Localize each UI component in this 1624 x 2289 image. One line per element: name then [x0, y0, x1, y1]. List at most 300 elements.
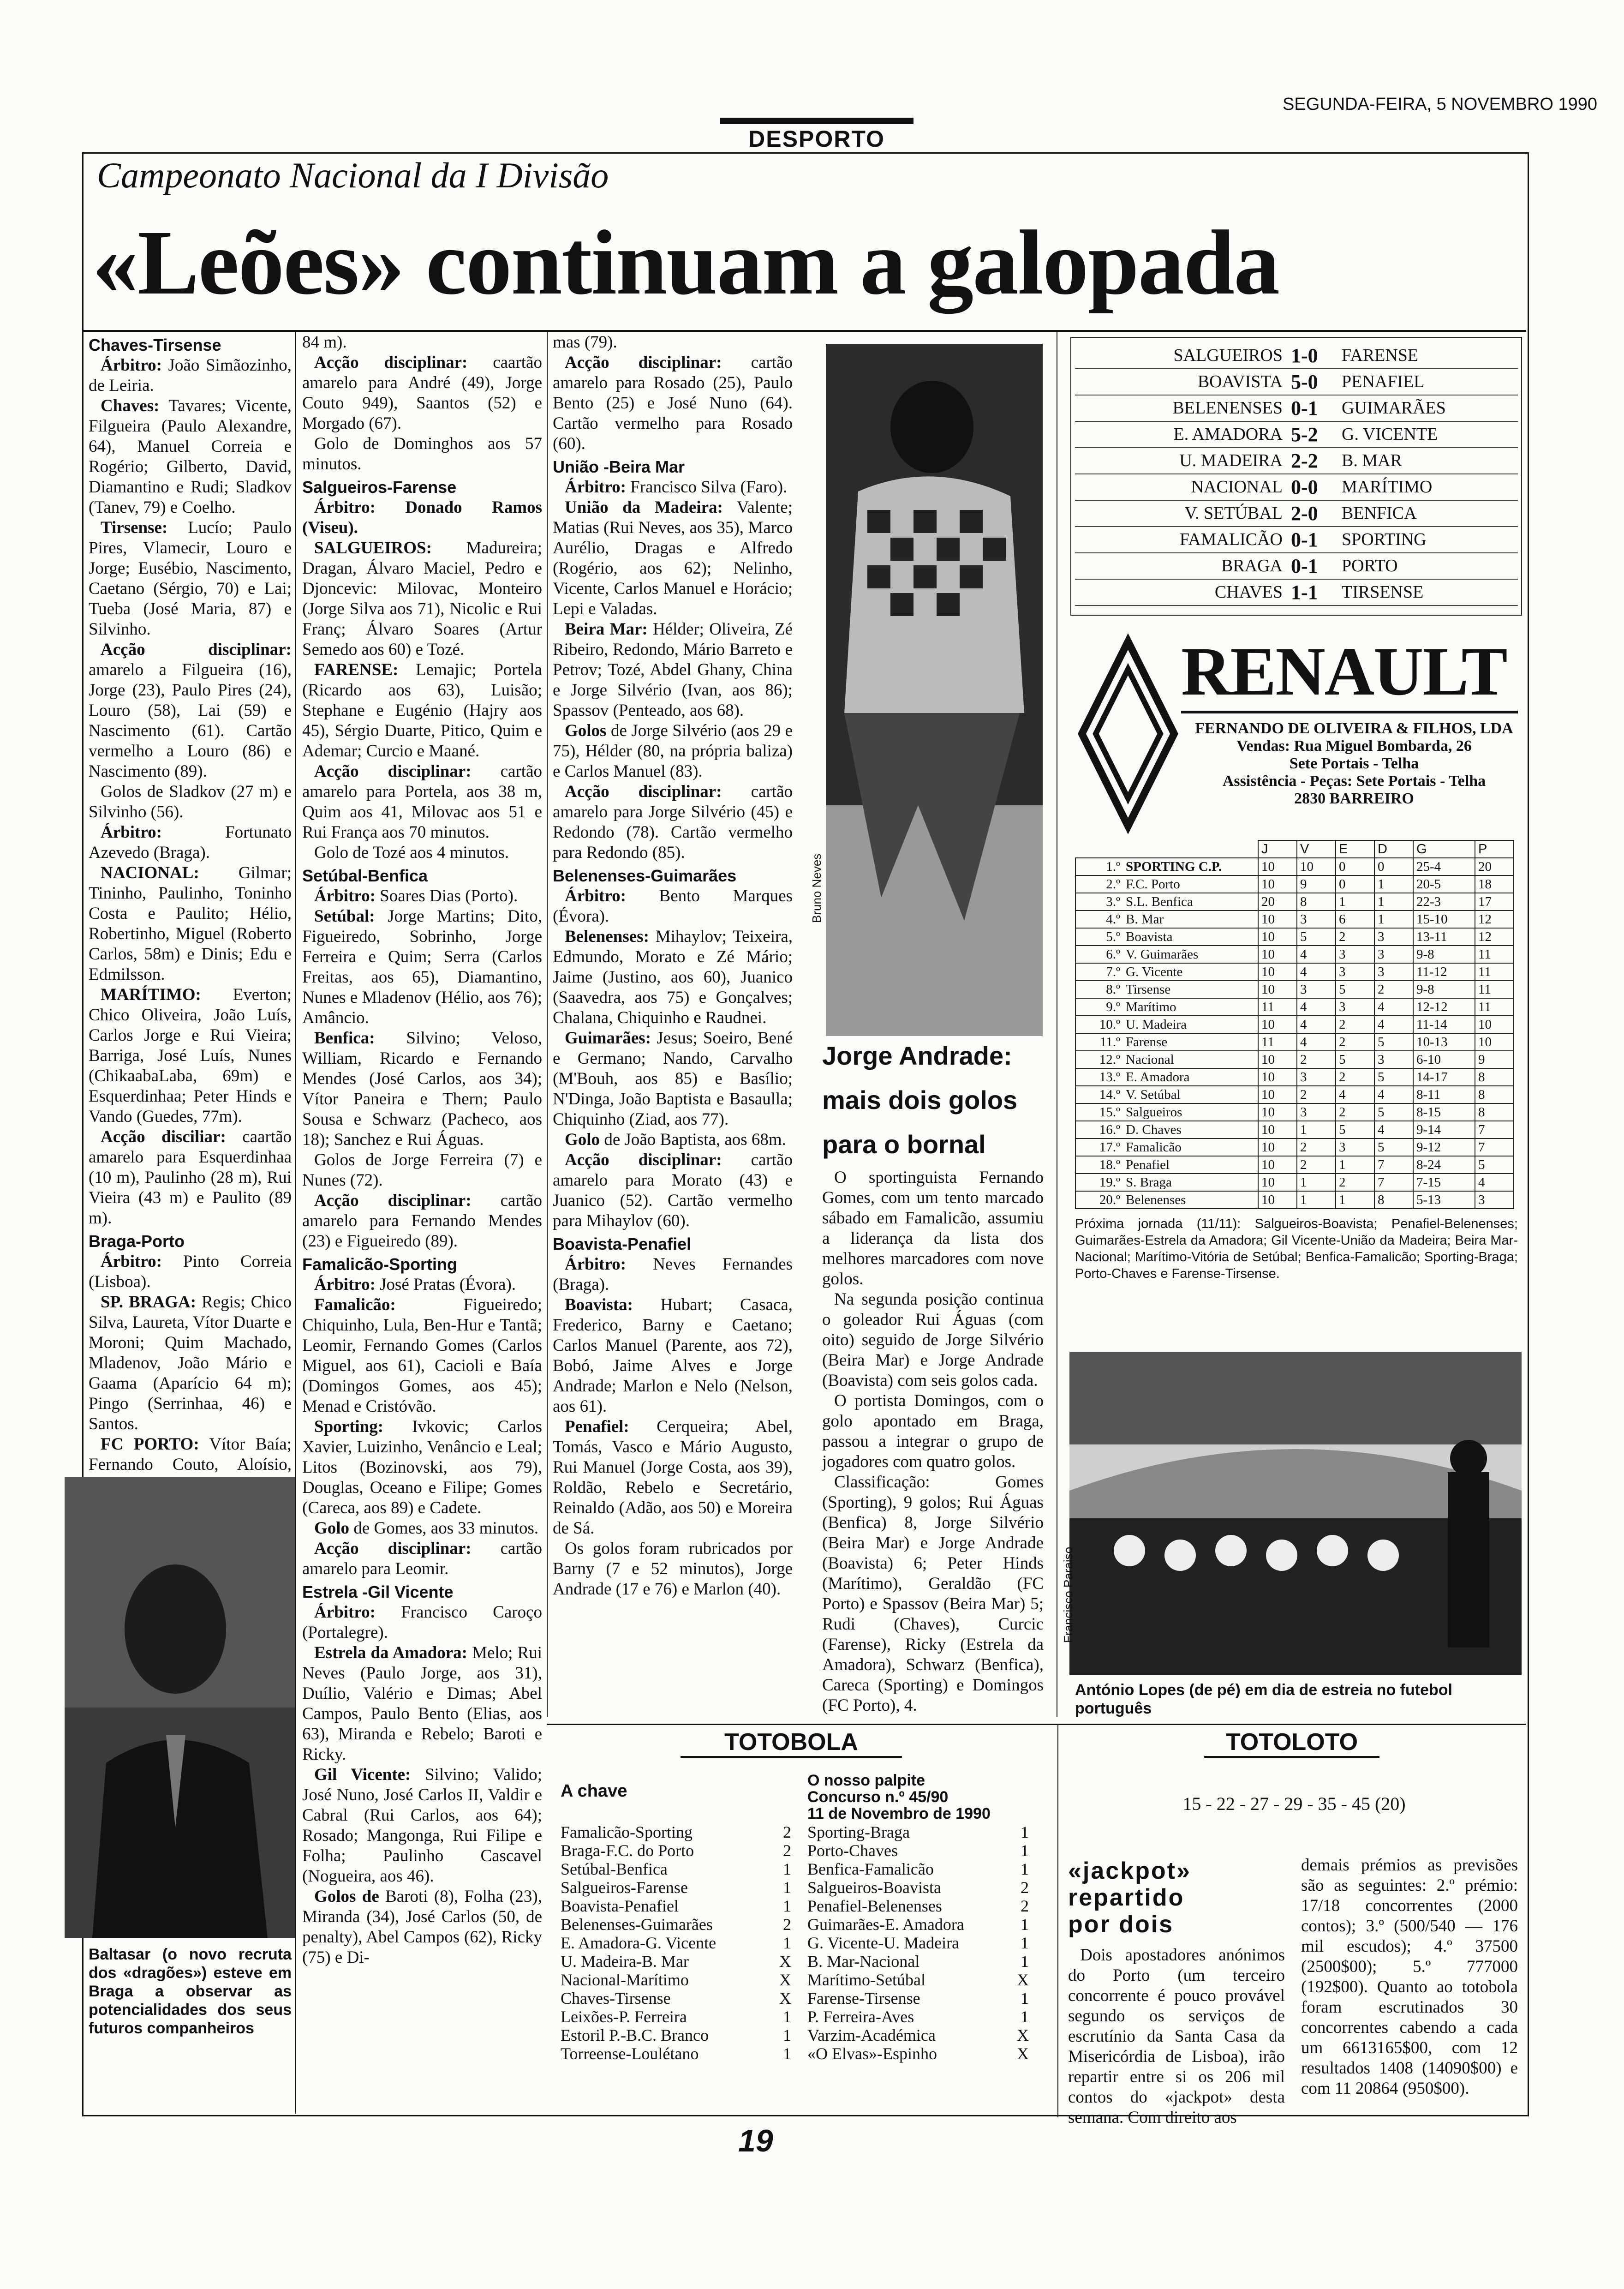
standings-team: S. Braga: [1123, 1174, 1258, 1191]
standings-cell: 5: [1374, 1033, 1413, 1051]
standings-cell: 4: [1475, 1174, 1514, 1191]
totobola-pick: X: [779, 1952, 791, 1971]
totoloto-subhead-line-3: por dois: [1068, 1911, 1174, 1938]
standings-cell: 11: [1475, 963, 1514, 981]
standings-cell: 4: [1374, 1086, 1413, 1103]
standings-row: [1075, 1103, 1514, 1121]
standings-cell: 9-8: [1413, 946, 1475, 963]
totobola-game: Salgueiros-Boavista: [807, 1878, 941, 1897]
standings-cell: 0: [1336, 858, 1374, 875]
result-score: 1-1: [1291, 581, 1318, 604]
totobola-line: [807, 1934, 1029, 1952]
standings-row: [1075, 998, 1514, 1016]
standings-cell: 10: [1258, 1191, 1297, 1209]
feature-body: O sportinguista Fernando Gomes, com um tento marcado sábado em Famalicão, assumiu a liderança da lista dos melhores marcadores com nove golos. Na segunda posição continua o goleador Rui Águas (com oito) seguido de Jorge Silvério (Beira Mar) e Jorge Andrade (Boavista) com seis golos cada. O portista Domingos, com o golo apontado em Braga, passou a integrar o grupo de jogadores com quatro golos. Classificação: Gomes (Sporting), 9 golos; Rui Águas (Benfica) 8, Jorge Silvério (Beira Mar) e Jorge Andrade (Boavista) 6; Peter Hinds (Marítimo), Geraldão (FC Porto) e Spassov (Beira Mar) 5; Rudi (Chaves), Curcic (Farense), Ricky (Estrela da Amadora), Schwarz (Benfica), Careca (Sporting) e Domingos (FC Porto), 4.: [822, 1168, 1044, 1715]
portrait-photo: [65, 1477, 295, 1938]
standings-cell: 9: [1297, 875, 1336, 893]
totobola-pick: X: [779, 1971, 791, 1989]
standings-cell: 2: [1336, 928, 1374, 946]
result-home: CHAVES: [1214, 582, 1283, 602]
totobola-pick: 1: [1021, 1989, 1029, 2007]
totobola-box: [551, 1728, 1031, 2097]
totobola-line: [561, 1971, 791, 1989]
standings-row: [1075, 1068, 1514, 1086]
standings-team: F.C. Porto: [1123, 875, 1258, 893]
standings-header-blank: [1075, 840, 1258, 858]
standings-cell: 10: [1475, 1016, 1514, 1033]
standings-team: Nacional: [1123, 1051, 1258, 1068]
standings-cell: 5-13: [1413, 1191, 1475, 1209]
standings-row: [1075, 1051, 1514, 1068]
standings-team: Marítimo: [1123, 998, 1258, 1016]
standings-cell: 12: [1475, 911, 1514, 928]
totobola-game: Porto-Chaves: [807, 1841, 898, 1860]
standings-team: U. Madeira: [1123, 1016, 1258, 1033]
col-rule-5: [1057, 1725, 1058, 2117]
dealer-name: FERNANDO DE OLIVEIRA & FILHOS, LDA: [1195, 720, 1513, 737]
totobola-game: Varzim-Académica: [807, 2026, 936, 2044]
standings-cell: 1: [1336, 893, 1374, 911]
main-headline: «Leões» continuam a galopada: [92, 212, 1279, 314]
standings-cell: 10: [1258, 1156, 1297, 1174]
totobola-line: [807, 1915, 1029, 1934]
totoloto-title: TOTOLOTO: [1204, 1728, 1379, 1758]
result-home: FAMALICÃO: [1179, 530, 1283, 549]
standings-cell: 9: [1475, 1051, 1514, 1068]
totobola-game: Setúbal-Benfica: [561, 1860, 668, 1878]
result-away: FARENSE: [1342, 346, 1419, 365]
standings-cell: 1: [1297, 1174, 1336, 1191]
bottom-rule: [547, 1724, 1526, 1725]
jorge-andrade-image: [826, 344, 1043, 1036]
renault-ad: [1075, 632, 1518, 835]
totobola-pick: X: [1017, 2026, 1029, 2044]
totobola-pick: 1: [783, 1897, 791, 1915]
standings-cell: 3: [1374, 963, 1413, 981]
standings-cell: 8-24: [1413, 1156, 1475, 1174]
standings-cell: 12-12: [1413, 998, 1475, 1016]
standings-cell: 4: [1336, 1086, 1374, 1103]
totobola-game: B. Mar-Nacional: [807, 1952, 920, 1971]
standings-cell: 2: [1374, 981, 1413, 998]
standings-cell: 17.º: [1075, 1139, 1123, 1156]
standings-cell: 1: [1374, 875, 1413, 893]
result-score: 2-0: [1291, 502, 1318, 525]
feature-headline-line-1: Jorge Andrade:: [822, 1041, 1012, 1070]
standings-header-cell: D: [1374, 840, 1413, 858]
palpite-contest: Concurso n.º 45/90: [807, 1788, 949, 1806]
totobola-line: [807, 2044, 1029, 2063]
feature-photo: [826, 344, 1043, 1036]
standings-cell: 7: [1374, 1156, 1413, 1174]
standings-header-cell: J: [1258, 840, 1297, 858]
standings-cell: 10: [1258, 1051, 1297, 1068]
palpite-date: 11 de Novembro de 1990: [807, 1805, 991, 1822]
totobola-pick: 2: [1021, 1897, 1029, 1915]
standings-cell: 16.º: [1075, 1121, 1123, 1139]
standings-cell: 3: [1374, 1051, 1413, 1068]
result-away: G. VICENTE: [1342, 425, 1438, 444]
standings-row: [1075, 1016, 1514, 1033]
totobola-pick: 2: [783, 1915, 791, 1934]
standings-cell: 10: [1258, 946, 1297, 963]
result-home: NACIONAL: [1191, 477, 1283, 497]
standings-cell: 4: [1374, 998, 1413, 1016]
standings-row: [1075, 963, 1514, 981]
standings-cell: 3.º: [1075, 893, 1123, 911]
standings-cell: 10: [1258, 928, 1297, 946]
feature-photo-credit: Bruno Neves: [810, 853, 824, 923]
standings-cell: 5: [1297, 928, 1336, 946]
standings-cell: 2: [1297, 1086, 1336, 1103]
totobola-pick: 1: [1021, 2007, 1029, 2026]
result-row: [1075, 500, 1518, 527]
standings-cell: 0: [1374, 858, 1413, 875]
standings-cell: 2: [1336, 1103, 1374, 1121]
next-round: Próxima jornada (11/11): Salgueiros-Boavista; Penafiel-Belenenses; Guimarães-Estrela da Amadora; Gil Vicente-União da Madeira; Beira Mar-Nacional; Marítimo-Vitória de Setúbal; Benfica-Famalicão; Sporting-Braga; Porto-Chaves e Farense-Tirsense.: [1075, 1216, 1518, 1281]
totobola-line: [561, 2044, 791, 2063]
standings-cell: 9-14: [1413, 1121, 1475, 1139]
standings-team: V. Setúbal: [1123, 1086, 1258, 1103]
standings-team: Belenenses: [1123, 1191, 1258, 1209]
standings-cell: 3: [1336, 963, 1374, 981]
standings-header-cell: P: [1475, 840, 1514, 858]
standings-cell: 11-12: [1413, 963, 1475, 981]
result-row: [1075, 448, 1518, 474]
standings-cell: 2: [1336, 1174, 1374, 1191]
totobola-pick: 2: [1021, 1878, 1029, 1897]
standings-cell: 20: [1258, 893, 1297, 911]
bench-photo: [1069, 1352, 1522, 1675]
standings-team: Salgueiros: [1123, 1103, 1258, 1121]
standings-cell: 5.º: [1075, 928, 1123, 946]
standings-header-cell: G: [1413, 840, 1475, 858]
standings-cell: 8: [1297, 893, 1336, 911]
totobola-game: Braga-F.C. do Porto: [561, 1841, 694, 1860]
totobola-game: Salgueiros-Farense: [561, 1878, 688, 1897]
result-away: GUIMARÃES: [1342, 398, 1446, 418]
standings-cell: 3: [1297, 1103, 1336, 1121]
result-home: BRAGA: [1221, 556, 1283, 575]
standings-cell: 25-4: [1413, 858, 1475, 875]
standings-cell: 18.º: [1075, 1156, 1123, 1174]
totobola-game: E. Amadora-G. Vicente: [561, 1934, 716, 1952]
result-row: [1075, 421, 1518, 448]
totobola-pick: 1: [1021, 1952, 1029, 1971]
result-score: 0-1: [1291, 554, 1318, 577]
standings-cell: 0: [1336, 875, 1374, 893]
standings-team: Famalicão: [1123, 1139, 1258, 1156]
standings-cell: 8-15: [1413, 1103, 1475, 1121]
standings-table: [1075, 840, 1514, 1209]
standings-cell: 15-10: [1413, 911, 1475, 928]
standings-cell: 20: [1475, 858, 1514, 875]
totobola-line: [561, 2007, 791, 2026]
result-home: E. AMADORA: [1173, 425, 1283, 444]
result-row: [1075, 369, 1518, 395]
standings-cell: 3: [1297, 1068, 1336, 1086]
totobola-line: [561, 1989, 791, 2007]
standings-cell: 5: [1336, 1121, 1374, 1139]
totobola-line: [807, 1823, 1029, 1841]
dealer-city: 2830 BARREIRO: [1294, 790, 1414, 807]
totobola-line: [807, 1952, 1029, 1971]
standings-cell: 10: [1297, 858, 1336, 875]
standings-cell: 1: [1336, 1191, 1374, 1209]
standings-cell: 1: [1336, 1156, 1374, 1174]
standings-cell: 3: [1336, 946, 1374, 963]
standings-cell: 8-11: [1413, 1086, 1475, 1103]
totobola-key-title: A chave: [561, 1781, 627, 1801]
totobola-pick: 1: [1021, 1860, 1029, 1878]
standings-header-cell: V: [1297, 840, 1336, 858]
result-home: BELENENSES: [1172, 398, 1283, 418]
renault-dealer: [1188, 720, 1520, 808]
kicker: Campeonato Nacional da I Divisão: [97, 155, 609, 195]
totobola-line: [807, 1897, 1029, 1915]
standings-team: V. Guimarães: [1123, 946, 1258, 963]
standings-cell: 6-10: [1413, 1051, 1475, 1068]
totobola-game: P. Ferreira-Aves: [807, 2007, 914, 2026]
totobola-game: Farense-Tirsense: [807, 1989, 920, 2007]
standings-cell: 4: [1297, 946, 1336, 963]
standings-cell: 19.º: [1075, 1174, 1123, 1191]
standings-cell: 1: [1297, 1121, 1336, 1139]
totobola-pick: 1: [783, 2044, 791, 2063]
standings-row: [1075, 1033, 1514, 1051]
totobola-pick: X: [1017, 2044, 1029, 2063]
totoloto-body-right: demais prémios as previsões são as seguintes: 2.º prémio: 17/18 concorrentes (2000 contos); 3.º (500/540 — 176 mil escudos); 4.º 37500 (2500$00); 5.º 777000 (192$00). Quanto ao totobola foram escrutinados 30 concorrentes cabendo a cada um 6613165$00, com 12 resultados 1408 (14090$00) e com 11 20864 (950$00).: [1301, 1856, 1518, 2098]
standings-cell: 3: [1475, 1191, 1514, 1209]
totobola-pick: 1: [1021, 1934, 1029, 1952]
standings-team: Boavista: [1123, 928, 1258, 946]
standings-cell: 10: [1258, 1174, 1297, 1191]
standings-team: Tirsense: [1123, 981, 1258, 998]
totobola-game: Penafiel-Belenenses: [807, 1897, 942, 1915]
dealer-sales: Vendas: Rua Miguel Bombarda, 26: [1236, 737, 1472, 755]
portrait-caption: Baltasar (o novo recruta dos «dragões») esteve em Braga a observar as potencialidades dos seus futuros companheiros: [89, 1946, 292, 2037]
totobola-pick: 1: [783, 1878, 791, 1897]
standings-cell: 1: [1374, 911, 1413, 928]
standings-cell: 2.º: [1075, 875, 1123, 893]
standings-cell: 4: [1297, 1033, 1336, 1051]
totobola-pick: X: [779, 1989, 791, 2007]
result-score: 0-1: [1291, 396, 1318, 419]
result-away: MARÍTIMO: [1342, 477, 1433, 497]
totobola-line: [561, 1878, 791, 1897]
totobola-game: Estoril P.-B.C. Branco: [561, 2026, 709, 2044]
standings-team: E. Amadora: [1123, 1068, 1258, 1086]
totobola-key-list: [561, 1823, 791, 2063]
standings-cell: 11-14: [1413, 1016, 1475, 1033]
totobola-game: Nacional-Marítimo: [561, 1971, 689, 1989]
standings-cell: 12: [1475, 928, 1514, 946]
standings-header-cell: E: [1336, 840, 1374, 858]
standings-cell: 10: [1258, 1139, 1297, 1156]
totobola-pick: 1: [783, 1860, 791, 1878]
standings-cell: 11: [1475, 998, 1514, 1016]
result-row: [1075, 553, 1518, 580]
standings-cell: 20.º: [1075, 1191, 1123, 1209]
standings-team: D. Chaves: [1123, 1121, 1258, 1139]
standings-cell: 18: [1475, 875, 1514, 893]
standings-cell: 10: [1475, 1033, 1514, 1051]
totoloto-box: [1066, 1728, 1522, 2127]
totobola-game: U. Madeira-B. Mar: [561, 1952, 689, 1971]
standings-cell: 4: [1297, 1016, 1336, 1033]
renault-diamond-logo: [1075, 632, 1181, 835]
standings-cell: 10: [1258, 858, 1297, 875]
totobola-game: Leixões-P. Ferreira: [561, 2007, 687, 2026]
standings-cell: 15.º: [1075, 1103, 1123, 1121]
totobola-pick: 1: [1021, 1915, 1029, 1934]
totoloto-subhead-line-2: repartido: [1068, 1884, 1185, 1911]
standings-cell: 22-3: [1413, 893, 1475, 911]
standings-cell: 3: [1297, 981, 1336, 998]
standings-cell: 4: [1297, 998, 1336, 1016]
totobola-game: Chaves-Tirsense: [561, 1989, 671, 2007]
standings-cell: 9.º: [1075, 998, 1123, 1016]
totobola-pick: 2: [783, 1823, 791, 1841]
standings-block: [1075, 840, 1518, 1282]
totobola-game: Benfica-Famalicão: [807, 1860, 934, 1878]
palpite-title: O nosso palpite: [807, 1772, 925, 1789]
standings-cell: 4: [1297, 963, 1336, 981]
portrait-image: [65, 1477, 295, 1938]
totoloto-subhead: [1068, 1858, 1285, 1938]
result-away: PORTO: [1342, 556, 1398, 575]
standings-cell: 10: [1258, 981, 1297, 998]
section-label: DESPORTO: [748, 126, 885, 152]
standings-team: Penafiel: [1123, 1156, 1258, 1174]
result-row: [1075, 395, 1518, 422]
standings-cell: 2: [1336, 1068, 1374, 1086]
totobola-line: [561, 1897, 791, 1915]
totobola-game: Famalicão-Sporting: [561, 1823, 693, 1841]
totobola-pick: 1: [1021, 1823, 1029, 1841]
standings-cell: 2: [1336, 1033, 1374, 1051]
result-home: U. MADEIRA: [1179, 451, 1283, 470]
match-reports-col-3: mas (79). Acção disciplinar: cartão amarelo para Rosado (25), Paulo Bento (25) e José Nuno (64). Cartão vermelho para Rosado (60). União -Beira Mar Árbitro: Francisco Silva (Faro). União da Madeira: Valente; Matias (Rui Neves, aos 35), Marco Aurélio, Dragas e Alfredo (Rogério, aos 62); Nelinho, Vicente, Carlos Manuel e Horácio; Lepi e Valadas. Beira Mar: Hélder; Oliveira, Zé Ribeiro, Redondo, Mário Barreto e Petrov; Tozé, Abdel Ghany, China e Jorge Silvério (Ivan, aos 86); Spassov (Penteado, aos 68). Golos de Jorge Silvério (aos 29 e 75), Hélder (80, na própria baliza) e Carlos Manuel (83). Acção disciplinar: cartão amarelo para Jorge Silvério (45) e Redondo (78). Cartão vermelho para Redondo (85). Belenenses-Guimarães Árbitro: Bento Marques (Évora). Belenenses: Mihaylov; Teixeira, Edmundo, Morato e Zé Mário; Jaime (Justino, aos 60), Juanico (Saavedra, aos 75) e Gonçalves; Chalana, Chiquinho e Raudnei. Guimarães: Jesus; Soeiro, Bené e Germano; Nando, Carvalho (M'Bouh, aos 85) e Basílio; N'Dinga, João Baptista e Basaulla; Chiquinho (Ziad, aos 77). Golo de João Baptista, aos 68m. Acção disciplinar: cartão amarelo para Morato (43) e Juanico (52). Cartão vermelho para Mihaylov (60). Boavista-Penafiel Árbitro: Neves Fernandes (Braga). Boavista: Hubart; Casaca, Frederico, Barny e Caetano; Carlos Manuel (Parente, aos 72), Bobó, Jaime Alves e Jorge Andrade; Marlon e Nelo (Nelson, aos 61). Penafiel: Cerqueira; Abel, Tomás, Vasco e Mário Augusto, Rui Manuel (Jorge Costa, aos 39), Roldão, Rebelo e Secretário, Reinaldo (Adão, aos 50) e Moreira de Sá. Os golos foram rubricados por Barny (7 e 52 minutos), Jorge Andrade (17 e 76) e Marlon (40).: [553, 333, 793, 1599]
standings-cell: 7-15: [1413, 1174, 1475, 1191]
match-reports-col-2: 84 m). Acção disciplinar: caartão amarelo para André (49), Jorge Couto 949), Saantos (52) e Morgado (67). Golo de Dominghos aos 57 minutos. Salgueiros-Farense Árbitro: Donado Ramos (Viseu). SALGUEIROS: Madureira; Dragan, Álvaro Maciel, Pedro e Djoncevic: Milovac, Monteiro (Jorge Silva aos 71), Nicolic e Rui Franç; Álvaro Soares (Artur Semedo aos 60) e Tozé. FARENSE: Lemajic; Portela (Ricardo aos 63), Luisão; Stephane e Eugénio (Hajry aos 45), Sérgio Duarte, Pitico, Quim e Ademar; Curcio e Maané. Acção disciplinar: cartão amarelo para Portela, aos 38 m, Quim aos 41, Milovac aos 51 e Rui França aos 70 minutos. Golo de Tozé aos 4 minutos. Setúbal-Benfica Árbitro: Soares Dias (Porto). Setúbal: Jorge Martins; Dito, Figueiredo, Sobrinho, Jorge Ferreira e Quim; Serra (Carlos Freitas, aos 65), Diamantino, Nunes e Mladenov (Hélio, aos 76); Amâncio. Benfica: Silvino; Veloso, William, Ricardo e Fernando Mendes (José Carlos, aos 34); Vítor Paneira e Thern; Paulo Sousa e Schwarz (Pacheco, aos 18); Sanchez e Rui Águas. Golos de Jorge Ferreira (7) e Nunes (72). Acção disciplinar: cartão amarelo para Fernando Mendes (23) e Figueiredo (89). Famalicão-Sporting Árbitro: José Pratas (Évora). Famalicão: Figueiredo; Chiquinho, Lula, Ben-Hur e Tantã; Leomir, Fernando Gomes (Carlos Miguel, aos 61), Cacioli e Baía (Domingos Gomes, aos 45); Menad e Cristóvão. Sporting: Ivkovic; Carlos Xavier, Luizinho, Venâncio e Leal; Litos (Bozinovski, aos 79), Douglas, Oceano e Filipe; Gomes (Careca, aos 89) e Cadete. Golo de Gomes, aos 33 minutos. Acção disciplinar: cartão amarelo para Leomir. Estrela -Gil Vicente Árbitro: Francisco Caroço (Portalegre). Estrela da Amadora: Melo; Rui Neves (Paulo Jorge, aos 31), Duílio, Valério e Dimas; Abel Campos, Paulo Bento (Elias, aos 63), Miranda e Rebelo; Baroti e Ricky. Gil Vicente: Silvino; Valido; José Nuno, José Carlos II, Valdir e Cabral (Rui Carlos, aos 64); Rosado; Mangonga, Rui Filipe e Folha; Paulinho Cascavel (Nogueira, aos 46). Golos de Baroti (8), Folha (23), Miranda (34), José Carlos (50, de penalty), Abel Campos (62), Ricky (75) e Di-: [302, 333, 543, 1967]
result-row: [1075, 474, 1518, 501]
standings-cell: 6: [1336, 911, 1374, 928]
standings-cell: 10.º: [1075, 1016, 1123, 1033]
standings-cell: 11: [1258, 1033, 1297, 1051]
standings-row: [1075, 981, 1514, 998]
standings-cell: 12.º: [1075, 1051, 1123, 1068]
standings-cell: 5: [1374, 1139, 1413, 1156]
totobola-pick: 2: [783, 1841, 791, 1860]
dealer-location: Sete Portais - Telha: [1289, 755, 1419, 772]
totobola-game: Torreense-Loulétano: [561, 2044, 699, 2063]
standings-cell: 3: [1297, 911, 1336, 928]
totoloto-subhead-line-1: «jackpot»: [1068, 1858, 1191, 1884]
standings-cell: 1.º: [1075, 858, 1123, 875]
bench-image: [1069, 1352, 1522, 1675]
match-reports-col-1: Chaves-Tirsense Árbitro: João Simãozinho, de Leiria. Chaves: Tavares; Vicente, Filgueira (Paulo Alexandre, 64), Manuel Correia e Rogério; Gilberto, David, Diamantino e Rudi; Sladkov (Tanev, 79) e Coelho. Tirsense: Lucío; Paulo Pires, Vlamecir, Louro e Jorge; Eusébio, Nascimento, Caetano (Sérgio, 70) e Lai; Tueba (José Maria, 87) e Silvinho. Acção disciplinar: amarelo a Filgueira (16), Jorge (23), Paulo Pires (24), Louro (58), Lai (59) e Nascimento (61). Cartão vermelho a Louro (86) e Nascimento (89). Golos de Sladkov (27 m) e Silvinho (56). Árbitro: Fortunato Azevedo (Braga). NACIONAL: Gilmar; Tininho, Paulinho, Toninho Costa e Paulito; Hélio, Robertinho, Miguel (Roberto Carlos, 58m) e Dinis; Edu e Edmilsson. MARÍTIMO: Everton; Chico Oliveira, João Luís, Carlos Jorge e Rui Vieira; Barriga, José Luís, Nunes (ChikaabaLaba, 69m) e Esquerdinhaa; Peter Hinds e Vando (Guedes, 77m). Acção disciliar: caartão amarelo para Esquerdinhaa (10 m), Paulinho (28 m), Rui Vieira (43 m) e Paulito (89 m). Braga-Porto Árbitro: Pinto Correia (Lisboa). SP. BRAGA: Regis; Chico Silva, Laureta, Vítor Duarte e Moroni; Quim Machado, Mladenov, João Mário e Gaama (Aparício 64 m); Pingo (Serrinhaa, 46) e Santos. FC PORTO: Vítor Baía; Fernando Couto, Aloísio,: [89, 336, 292, 1474]
standings-team: S.L. Benfica: [1123, 893, 1258, 911]
totobola-line: [561, 1823, 791, 1841]
result-row: [1075, 579, 1518, 606]
standings-cell: 8: [1475, 1103, 1514, 1121]
palpite-header: [807, 1772, 991, 1822]
result-home: V. SETÚBAL: [1184, 503, 1283, 523]
result-row: [1075, 342, 1518, 369]
totobola-game: G. Vicente-U. Madeira: [807, 1934, 960, 1952]
standings-cell: 11: [1258, 998, 1297, 1016]
bench-caption: António Lopes (de pé) em dia de estreia no futebol português: [1075, 1681, 1452, 1717]
standings-cell: 3: [1374, 928, 1413, 946]
standings-cell: 13.º: [1075, 1068, 1123, 1086]
result-row: [1075, 527, 1518, 553]
standings-row: [1075, 1121, 1514, 1139]
standings-team: B. Mar: [1123, 911, 1258, 928]
standings-cell: 14-17: [1413, 1068, 1475, 1086]
result-score: 5-2: [1291, 423, 1318, 446]
col-rule-2: [547, 332, 548, 1717]
totoloto-numbers: 15 - 22 - 27 - 29 - 35 - 45 (20): [1182, 1793, 1406, 1814]
totobola-line: [807, 1860, 1029, 1878]
result-away: PENAFIEL: [1342, 372, 1425, 391]
feature-headline: [822, 1034, 1048, 1167]
totobola-line: [561, 1860, 791, 1878]
standings-cell: 4: [1374, 1121, 1413, 1139]
totobola-pick: 1: [1021, 1841, 1029, 1860]
standings-cell: 3: [1374, 946, 1413, 963]
totobola-line: [561, 1952, 791, 1971]
feature-headline-line-3: para o bornal: [822, 1130, 986, 1159]
result-home: BOAVISTA: [1197, 372, 1283, 391]
standings-cell: 11.º: [1075, 1033, 1123, 1051]
result-score: 1-0: [1291, 344, 1318, 367]
standings-cell: 5: [1336, 981, 1374, 998]
totobola-line: [807, 1971, 1029, 1989]
page-number: 19: [738, 2123, 773, 2158]
standings-cell: 20-5: [1413, 875, 1475, 893]
standings-cell: 1: [1297, 1191, 1336, 1209]
totobola-game: «O Elvas»-Espinho: [807, 2044, 937, 2063]
standings-cell: 5: [1475, 1156, 1514, 1174]
standings-row: [1075, 1156, 1514, 1174]
standings-header-row: [1075, 840, 1514, 858]
totobola-line: [807, 2026, 1029, 2044]
standings-row: [1075, 858, 1514, 875]
standings-cell: 3: [1336, 998, 1374, 1016]
totobola-line: [561, 1915, 791, 1934]
standings-cell: 5: [1374, 1103, 1413, 1121]
col-rule-1: [295, 332, 296, 2114]
totobola-line: [561, 1841, 791, 1860]
standings-cell: 1: [1374, 893, 1413, 911]
result-home: SALGUEIROS: [1173, 346, 1283, 365]
totobola-game: Marítimo-Setúbal: [807, 1971, 925, 1989]
standings-team: Farense: [1123, 1033, 1258, 1051]
standings-cell: 9-12: [1413, 1139, 1475, 1156]
totoloto-body-left: Dois apostadores anónimos do Porto (um terceiro concorrente é pouco provável segundo os serviços de escrutínio da Santa Casa da Misericórdia de Lisboa), irão repartir entre si os 206 mil contos do «jackpot» desta semana. Com direito aos: [1068, 1946, 1285, 2127]
bench-photo-credit: Francisco Paraiso: [1061, 1546, 1075, 1643]
standings-cell: 10: [1258, 1086, 1297, 1103]
standings-cell: 13-11: [1413, 928, 1475, 946]
standings-cell: 14.º: [1075, 1086, 1123, 1103]
totobola-line: [561, 2026, 791, 2044]
result-away: TIRSENSE: [1342, 582, 1424, 602]
totobola-game: Sporting-Braga: [807, 1823, 910, 1841]
standings-cell: 3: [1336, 1139, 1374, 1156]
totobola-line: [807, 1989, 1029, 2007]
totobola-line: [807, 1841, 1029, 1860]
